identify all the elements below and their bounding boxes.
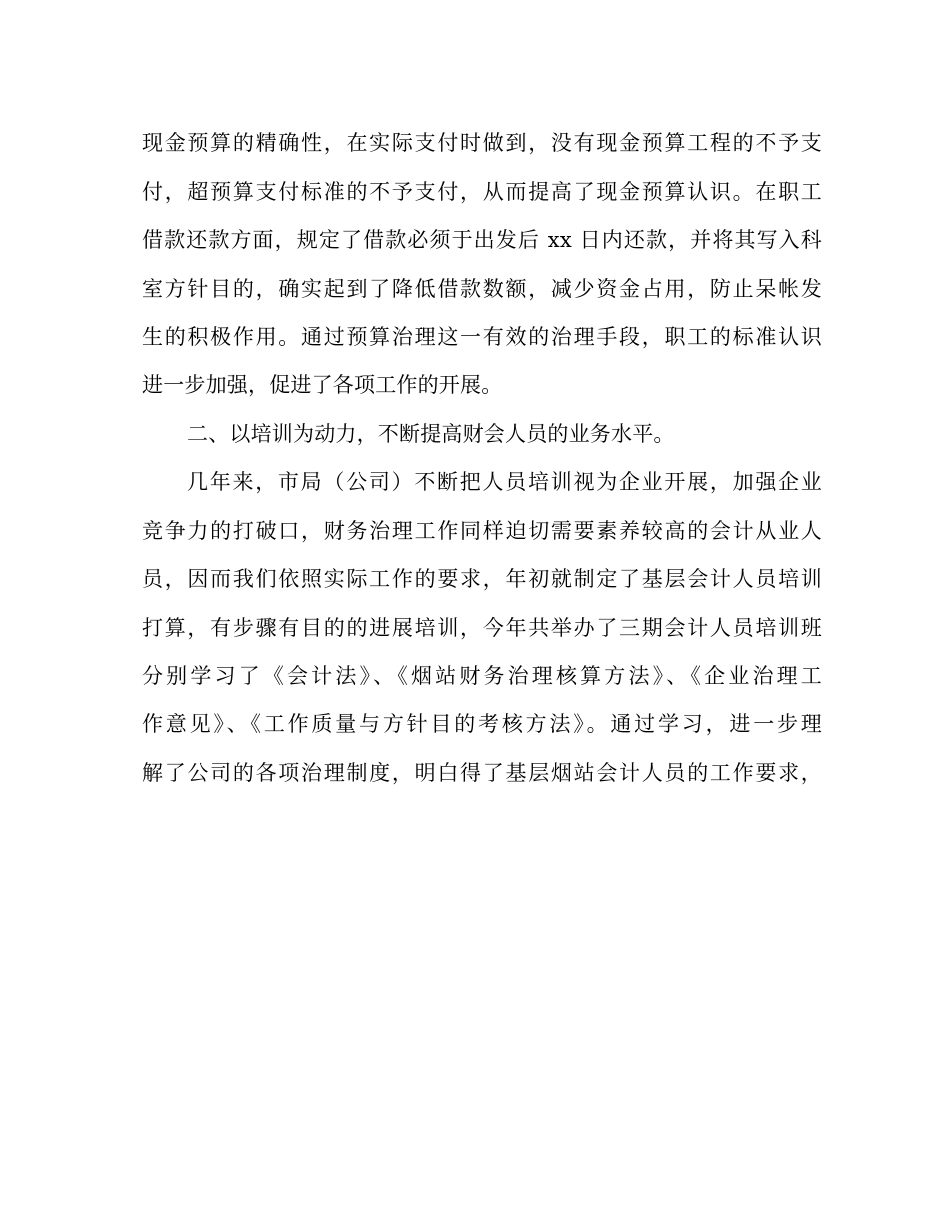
paragraph-line-2: 付，超预算支付标准的不予支付，从而提高了现金预算认识。在职工 — [142, 180, 822, 204]
paragraph2-line-6: 作意见》、《工作质量与方针目的考核方法》。通过学习，进一步理 — [142, 712, 822, 736]
paragraph-line-5: 生的积极作用。通过预算治理这一有效的治理手段，职工的标准认识 — [142, 325, 822, 349]
paragraph2-line-4: 打算，有步骤有目的的进展培训，今年共举办了三期会计人员培训班 — [142, 616, 822, 640]
paragraph-line-3: 借款还款方面，规定了借款必须于出发后 xx 日内还款，并将其写入科 — [142, 228, 822, 252]
paragraph2-line-7: 解了公司的各项治理制度，明白得了基层烟站会计人员的工作要求， — [142, 761, 822, 785]
paragraph2-line-3: 员，因而我们依照实际工作的要求，年初就制定了基层会计人员培训 — [142, 567, 822, 591]
section-heading: 二、以培训为动力，不断提高财会人员的业务水平。 — [187, 422, 675, 446]
paragraph2-line-2: 竞争力的打破口，财务治理工作同样迫切需要素养较高的会计从业人 — [142, 519, 822, 543]
paragraph2-line-5: 分别学习了《会计法》、《烟站财务治理核算方法》、《企业治理工 — [142, 664, 822, 688]
paragraph-line-1: 现金预算的精确性，在实际支付时做到，没有现金预算工程的不予支 — [142, 131, 822, 155]
paragraph-line-6: 进一步加强，促进了各项工作的开展。 — [142, 373, 503, 397]
paragraph2-line-1: 几年来，市局（公司）不断把人员培训视为企业开展，加强企业 — [187, 470, 822, 494]
paragraph-line-4: 室方针目的，确实起到了降低借款数额，减少资金占用，防止呆帐发 — [142, 277, 822, 301]
